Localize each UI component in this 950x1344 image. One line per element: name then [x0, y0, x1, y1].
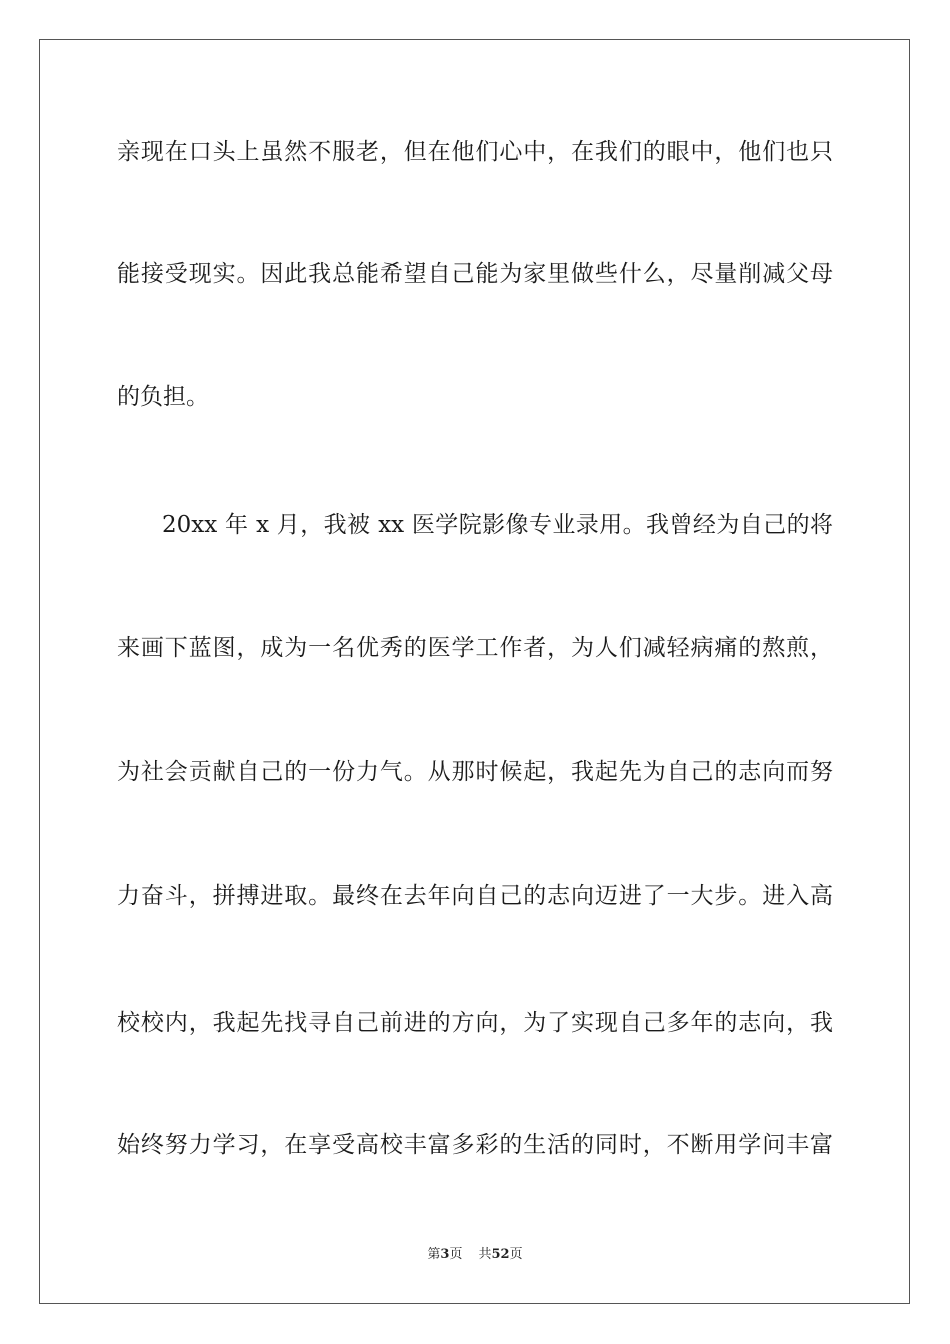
total-pages: 52 — [491, 1247, 510, 1262]
body-text-line-8: 校校内，我起先找寻自己前进的方向，为了实现自己多年的志向，我 — [117, 1010, 833, 1036]
total-prefix: 共 — [478, 1247, 492, 1262]
total-suffix: 页 — [509, 1247, 523, 1262]
body-text-line-9: 始终努力学习，在享受高校丰富多彩的生活的同时，不断用学问丰富 — [117, 1132, 833, 1158]
page-prefix: 第 — [427, 1247, 441, 1262]
body-text-line-4: 20xx 年 x 月，我被 xx 医学院影像专业录用。我曾经为自己的将 — [162, 512, 833, 538]
page-border — [39, 39, 910, 1304]
body-text-line-2: 能接受现实。因此我总能希望自己能为家里做些什么，尽量削减父母 — [117, 261, 833, 287]
body-text-line-7: 力奋斗，拼搏进取。最终在去年向自己的志向迈进了一大步。进入高 — [117, 883, 833, 909]
page-footer — [0, 1246, 950, 1264]
body-text-line-5: 来画下蓝图，成为一名优秀的医学工作者，为人们减轻病痛的熬煎， — [117, 635, 833, 661]
body-text-line-1: 亲现在口头上虽然不服老，但在他们心中，在我们的眼中，他们也只 — [117, 139, 833, 165]
body-text-line-3: 的负担。 — [117, 384, 209, 410]
body-text-line-6: 为社会贡献自己的一份力气。从那时候起，我起先为自己的志向而努 — [117, 759, 833, 785]
page-number: 3 — [440, 1247, 450, 1262]
page-suffix: 页 — [449, 1247, 463, 1262]
